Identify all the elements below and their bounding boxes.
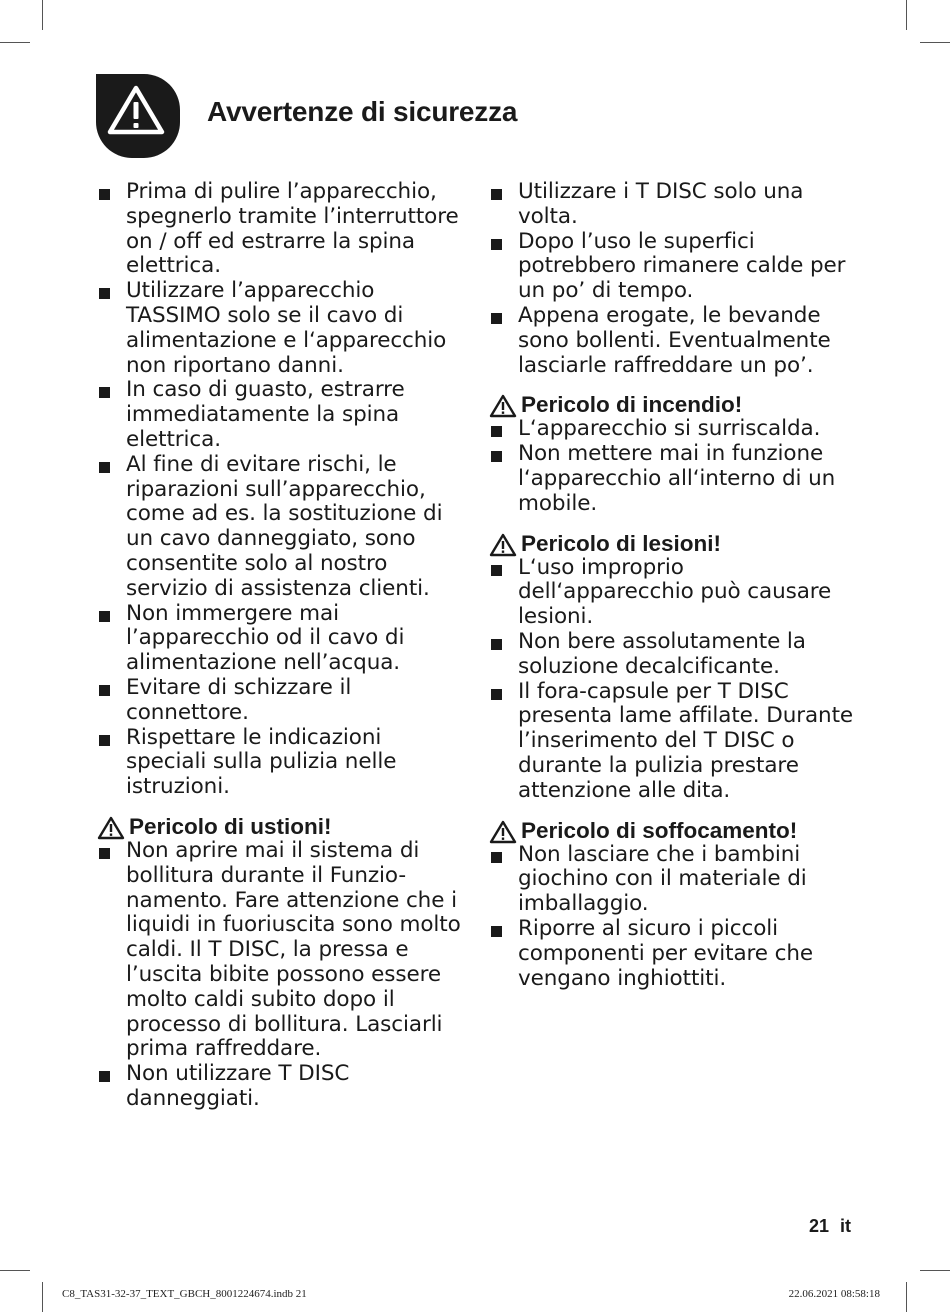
section-heading-burns: Pericolo di ustioni! — [97, 814, 467, 839]
bullet-icon — [99, 848, 110, 859]
crop-mark — [42, 0, 43, 30]
crop-mark — [42, 1282, 43, 1312]
list-item: Utilizzare l’apparecchio TASSIMO solo se il cavo di alimentazione e l‘apparecchio non riportano danni. — [97, 279, 467, 378]
list-item: Non lasciare che i bambini giochino con il materiale di imballaggio. — [489, 843, 861, 917]
bullet-icon — [491, 451, 502, 462]
list-item: Evitare di schizzare il connettore. — [97, 676, 467, 726]
right-column — [489, 180, 861, 991]
list-item: Prima di pulire l’apparecchio, spegnerlo tramite l’interruttore on / off ed estrarre la spina elettrica. — [97, 180, 467, 279]
bullet-icon — [491, 313, 502, 324]
bullet-icon — [491, 639, 502, 650]
bullet-icon — [99, 189, 110, 200]
warning-triangle-icon — [489, 820, 517, 844]
list-item: Riporre al sicuro i piccoli componenti per evitare che vengano inghiottiti. — [489, 917, 861, 991]
section-heading-choking: Pericolo di soffocamento! — [489, 818, 861, 843]
footer-timestamp: 22.06.2021 08:58:18 — [788, 1288, 880, 1300]
list-item: L‘uso improprio dell‘apparecchio può causare lesioni. — [489, 556, 861, 630]
bullet-icon — [99, 462, 110, 473]
list-item: Il fora-capsule per T DISC presenta lame affilate. Durante l’inserimento del T DISC o durante la pulizia prestare attenzione alle dita. — [489, 680, 861, 804]
burn-list — [97, 839, 467, 1112]
bullet-icon — [491, 565, 502, 576]
section-heading-injury: Pericolo di lesioni! — [489, 531, 861, 556]
bullet-icon — [99, 288, 110, 299]
safety-list — [97, 180, 467, 800]
list-item: Rispettare le indicazioni speciali sulla pulizia nelle istruzioni. — [97, 726, 467, 800]
list-item: Non mettere mai in funzione l‘apparecchio all‘interno di un mobile. — [489, 442, 861, 516]
left-column — [97, 180, 467, 1112]
crop-mark — [906, 1282, 907, 1312]
section-heading-fire: Pericolo di incendio! — [489, 392, 861, 417]
list-item: Al fine di evitare rischi, le riparazioni sull’apparecchio, come ad es. la sostituzione di un cavo danneggiato, sono consentite solo al nostro servizio di assistenza clienti. — [97, 453, 467, 602]
crop-mark — [0, 1270, 30, 1271]
footer-file-info: C8_TAS31-32-37_TEXT_GBCH_8001224674.indb 21 — [62, 1288, 307, 1300]
list-item: Non utilizzare T DISC danneggiati. — [97, 1062, 467, 1112]
crop-mark — [906, 0, 907, 30]
page-title: Avvertenze di sicurezza — [207, 96, 518, 127]
list-item: In caso di guasto, estrarre immediatamente la spina elettrica. — [97, 378, 467, 452]
warning-triangle-icon — [489, 394, 517, 418]
bullet-icon — [99, 387, 110, 398]
bullet-icon — [99, 1071, 110, 1082]
bullet-icon — [491, 239, 502, 250]
list-item: Non immergere mai l’apparecchio od il cavo di alimentazione nell’acqua. — [97, 602, 467, 676]
list-item: Non bere assolutamente la soluzione decalcificante. — [489, 630, 861, 680]
list-item: Dopo l’uso le superfici potrebbero rimanere calde per un po’ di tempo. — [489, 230, 861, 304]
bullet-icon — [99, 685, 110, 696]
crop-mark — [0, 42, 30, 43]
crop-mark — [920, 42, 950, 43]
safety-list — [489, 180, 861, 378]
page-number: 21 it — [808, 1216, 851, 1236]
warning-triangle-icon — [97, 816, 125, 840]
bullet-icon — [99, 735, 110, 746]
bullet-icon — [99, 611, 110, 622]
list-item: Utilizzare i T DISC solo una volta. — [489, 180, 861, 230]
list-item: Non aprire mai il sistema di bollitura durante il Funzio-namento. Fare attenzione che i liquidi in fuoriuscita sono molto caldi. Il T DISC, la pressa e l’uscita bibite possono essere molto caldi subito dopo il processo di bollitura. Lasciarli prima raffreddare. — [97, 839, 467, 1062]
bullet-icon — [491, 689, 502, 700]
bullet-icon — [491, 852, 502, 863]
bullet-icon — [491, 426, 502, 437]
list-item: Appena erogate, le bevande sono bollenti. Eventualmente lasciarle raffreddare un po’. — [489, 304, 861, 378]
fire-list — [489, 417, 861, 516]
bullet-icon — [491, 189, 502, 200]
choking-list — [489, 843, 861, 992]
warning-icon — [92, 70, 180, 158]
injury-list — [489, 556, 861, 804]
crop-mark — [920, 1270, 950, 1271]
warning-triangle-icon — [489, 533, 517, 557]
bullet-icon — [491, 926, 502, 937]
list-item: L‘apparecchio si surriscalda. — [489, 417, 861, 442]
